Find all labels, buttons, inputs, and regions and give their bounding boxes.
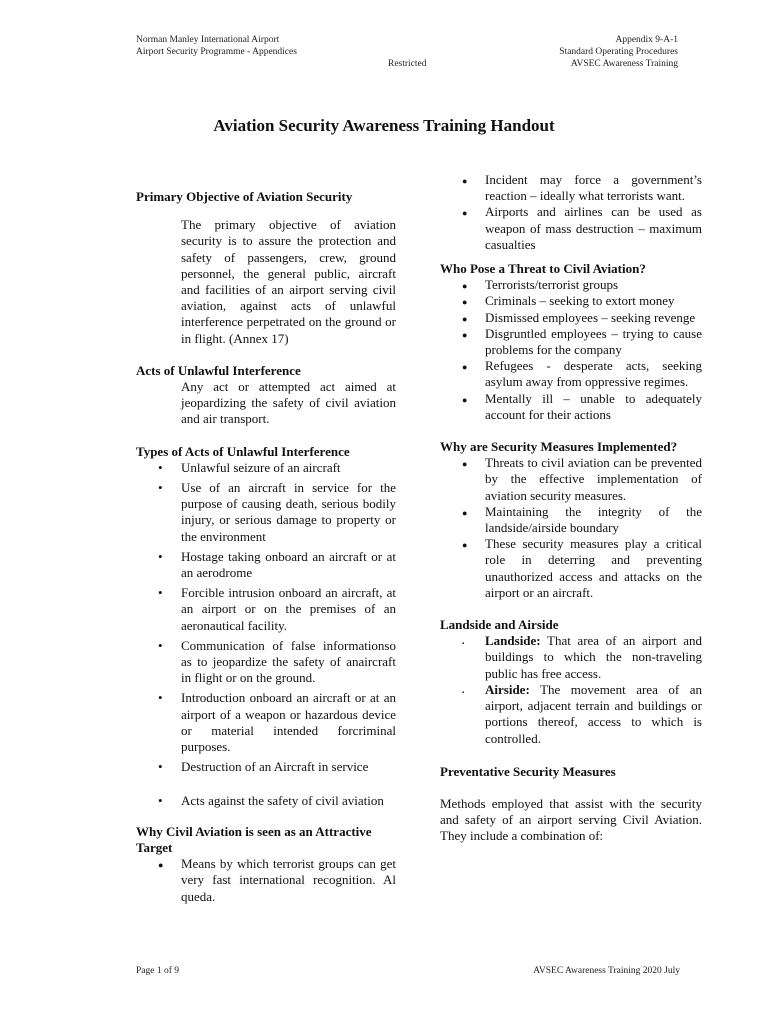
landside-term: Landside: [485,633,541,649]
right-column [440,172,702,845]
list-item: ● Criminals – seeking to extort money [440,293,702,309]
list-item: • Forcible intrusion onboard an aircraft, at an airport or on the premises of an aeronautical facility. [136,585,396,634]
list-item: ● Dismissed employees – seeking revenge [440,310,702,326]
list-item: ● Maintaining the integrity of the landside/airside boundary [440,504,702,536]
section-attractive-target-title: Why Civil Aviation is seen as an Attractive Target [136,823,372,855]
list-item: • Destruction of an Aircraft in service [136,759,396,775]
section-primary-objective-body: The primary objective of aviation security is to assure the protection and safety of passengers, crew, ground personnel, the general public, aircraft and facilities of an airport serving civil aviation, against acts of unlawful interference perpetrated on the ground or in flight. (Annex 17) [181,217,396,346]
why-measures-list [440,455,702,601]
header-left [136,34,297,58]
header-programme: Airport Security Programme - Appendices [136,47,297,57]
landside-definition: That area of an airport and buildings to which the non-traveling public has free access. [485,633,702,681]
header-airport: Norman Manley International Airport [136,35,280,45]
section-unlawful-interference-body: Any act or attempted act aimed at jeopardizing the safety of civil aviation and air transport. [181,379,396,427]
list-item: ● Incident may force a government’s reaction – ideally what terrorists want. [440,172,702,204]
header-course: AVSEC Awareness Training [570,59,678,69]
types-list [136,460,396,809]
section-preventative-body: Methods employed that assist with the security and safety of an airport serving Civil Aviation. They include a combination of: [440,795,702,844]
section-threat-title: Who Pose a Threat to Civil Aviation? [440,261,646,277]
left-column [136,189,396,905]
header-classification: Restricted [388,59,427,69]
section-why-measures-title: Why are Security Measures Implemented? [440,439,678,455]
list-item: • Use of an aircraft in service for the purpose of causing death, serious bodily injury, or serious damage to property or the environment [136,480,396,545]
list-item: ● Airports and airlines can be used as weapon of mass destruction – maximum casualties [440,204,702,253]
document-title: Aviation Security Awareness Training Handout [213,116,555,135]
header-sop: Standard Operating Procedures [559,47,678,57]
list-item: ● These security measures play a critical role in deterring and preventing unauthorized access and attacks on the airport or an aircraft. [440,536,702,601]
airside-definition: The movement area of an airport, adjacent terrain and buildings or portions thereof, access to which is controlled. [485,681,702,746]
header-appendix: Appendix 9-A-1 [615,35,678,45]
list-item: ● Threats to civil aviation can be prevented by the effective implementation of aviation security measures. [440,455,702,504]
list-item: ● Means by which terrorist groups can get very fast international recognition. Al queda. [136,856,396,905]
footer-page-number: Page 1 of 9 [136,966,180,976]
list-item-airside [440,682,702,747]
threat-list [440,277,702,423]
list-item: ● Refugees - desperate acts, seeking asylum away from oppressive regimes. [440,358,702,390]
list-item-landside [440,633,702,682]
list-item: ● Mentally ill – unable to adequately account for their actions [440,391,702,423]
list-item: ● Disgruntled employees – trying to cause problems for the company [440,326,702,358]
airside-term: Airside: [485,681,530,697]
list-item: ● Terrorists/terrorist groups [440,277,702,293]
landside-airside-list [440,633,702,746]
header-right [559,34,678,70]
list-item: • Communication of false informationso as to jeopardize the safety of anaircraft in flight or on the ground. [136,638,396,687]
section-types-title: Types of Acts of Unlawful Interference [136,443,350,459]
list-item: • Acts against the safety of civil aviation [136,793,396,809]
attractive-target-list [136,856,396,905]
section-preventative-title: Preventative Security Measures [440,763,616,779]
section-primary-objective-title: Primary Objective of Aviation Security [136,189,353,204]
section-landside-airside-title: Landside and Airside [440,617,559,633]
section-unlawful-interference-title: Acts of Unlawful Interference [136,362,301,378]
list-item: • Hostage taking onboard an aircraft or at an aerodrome [136,549,396,581]
list-item: • Introduction onboard an aircraft or at an airport of a weapon or hazardous device or material intended forcriminal purposes. [136,690,396,755]
list-item: • Unlawful seizure of an aircraft [136,460,396,476]
attractive-target-list-continued [440,172,702,253]
footer-course-date: AVSEC Awareness Training 2020 July [533,966,680,976]
